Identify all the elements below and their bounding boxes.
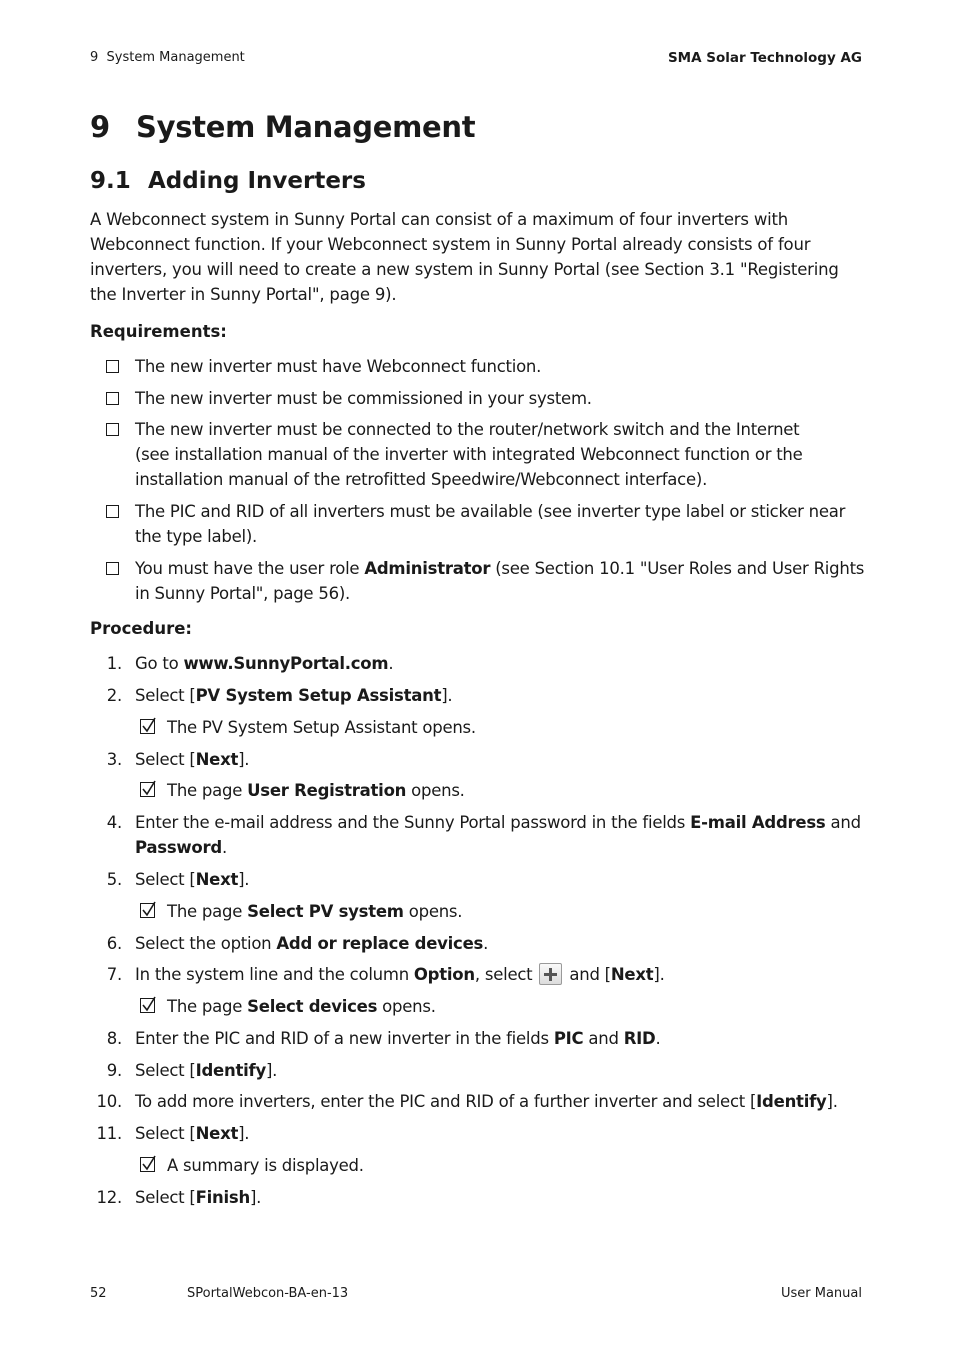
checkbox-icon <box>106 392 119 405</box>
section-title: Adding Inverters <box>148 168 366 194</box>
step-result: The PV System Setup Assistant opens. <box>140 715 476 740</box>
procedure-step: 4. Enter the e-mail address and the Sunny Portal password in the fields E-mail Address and Password. <box>106 813 861 857</box>
running-header-chapter: 9 System Management <box>90 50 245 65</box>
checkmark-box-icon <box>140 719 155 734</box>
procedure-label: Procedure: <box>90 619 193 638</box>
section-heading <box>90 168 366 194</box>
step-result: A summary is displayed. <box>140 1153 364 1178</box>
requirement-item: The new inverter must be connected to the router/network switch and the Internet (see installation manual of the inverter with integrated Webconnect function or the installation manual of the retrofitted Speedwire/Webconnect interface). <box>106 417 876 492</box>
procedure-step: 5. Select [Next]. <box>106 870 250 889</box>
procedure-step: 9. Select [Identify]. <box>106 1061 278 1080</box>
checkmark-box-icon <box>140 1157 155 1172</box>
plus-icon <box>539 963 562 985</box>
procedure-step: 7. In the system line and the column Option, select and [Next]. <box>90 962 870 987</box>
chapter-title: System Management <box>136 110 476 144</box>
document-id: SPortalWebcon-BA-en-13 <box>187 1286 349 1301</box>
running-header-company: SMA Solar Technology AG <box>667 50 862 66</box>
procedure-step: 1. Go to www.SunnyPortal.com. <box>106 654 394 673</box>
requirement-item: The PIC and RID of all inverters must be available (see inverter type label or sticker near the type label). <box>106 499 876 549</box>
step-result: The page User Registration opens. <box>140 778 465 803</box>
requirements-label: Requirements: <box>90 322 227 341</box>
checkmark-box-icon <box>140 782 155 797</box>
procedure-step: 11. Select [Next]. <box>96 1124 250 1143</box>
procedure-step: 8. Enter the PIC and RID of a new inverter in the fields PIC and RID. <box>106 1029 661 1048</box>
requirement-item: You must have the user role Administrator (see Section 10.1 "User Roles and User Rights in Sunny Portal", page 56). <box>106 556 876 606</box>
step-result: The page Select PV system opens. <box>140 899 462 924</box>
chapter-heading <box>90 110 475 144</box>
checkbox-icon <box>106 562 119 575</box>
procedure-step: 3. Select [Next]. <box>106 750 250 769</box>
checkmark-box-icon <box>140 903 155 918</box>
requirement-item: The new inverter must have Webconnect function. <box>106 354 876 379</box>
intro-paragraph: A Webconnect system in Sunny Portal can consist of a maximum of four inverters with Webconnect function. If your Webconnect system in Sunny Portal already consists of four inverters, you will need to create a new system in Sunny Portal (see Section 3.1 "Registering the Inverter in Sunny Portal", page 9). <box>90 210 839 304</box>
procedure-step: 12. Select [Finish]. <box>96 1188 262 1207</box>
procedure-step: 6. Select the option Add or replace devices. <box>106 934 489 953</box>
page-number: 52 <box>90 1286 107 1301</box>
step-result: The page Select devices opens. <box>140 994 436 1019</box>
checkbox-icon <box>106 423 119 436</box>
chapter-number: 9 <box>90 110 110 144</box>
procedure-step: 10. To add more inverters, enter the PIC and RID of a further inverter and select [Identify]. <box>96 1092 838 1111</box>
checkbox-icon <box>106 360 119 373</box>
document-type: User Manual <box>780 1286 862 1301</box>
checkmark-box-icon <box>140 998 155 1013</box>
requirement-item: The new inverter must be commissioned in your system. <box>106 386 876 411</box>
section-number: 9.1 <box>90 168 131 194</box>
procedure-step: 2. Select [PV System Setup Assistant]. <box>106 686 453 705</box>
checkbox-icon <box>106 505 119 518</box>
